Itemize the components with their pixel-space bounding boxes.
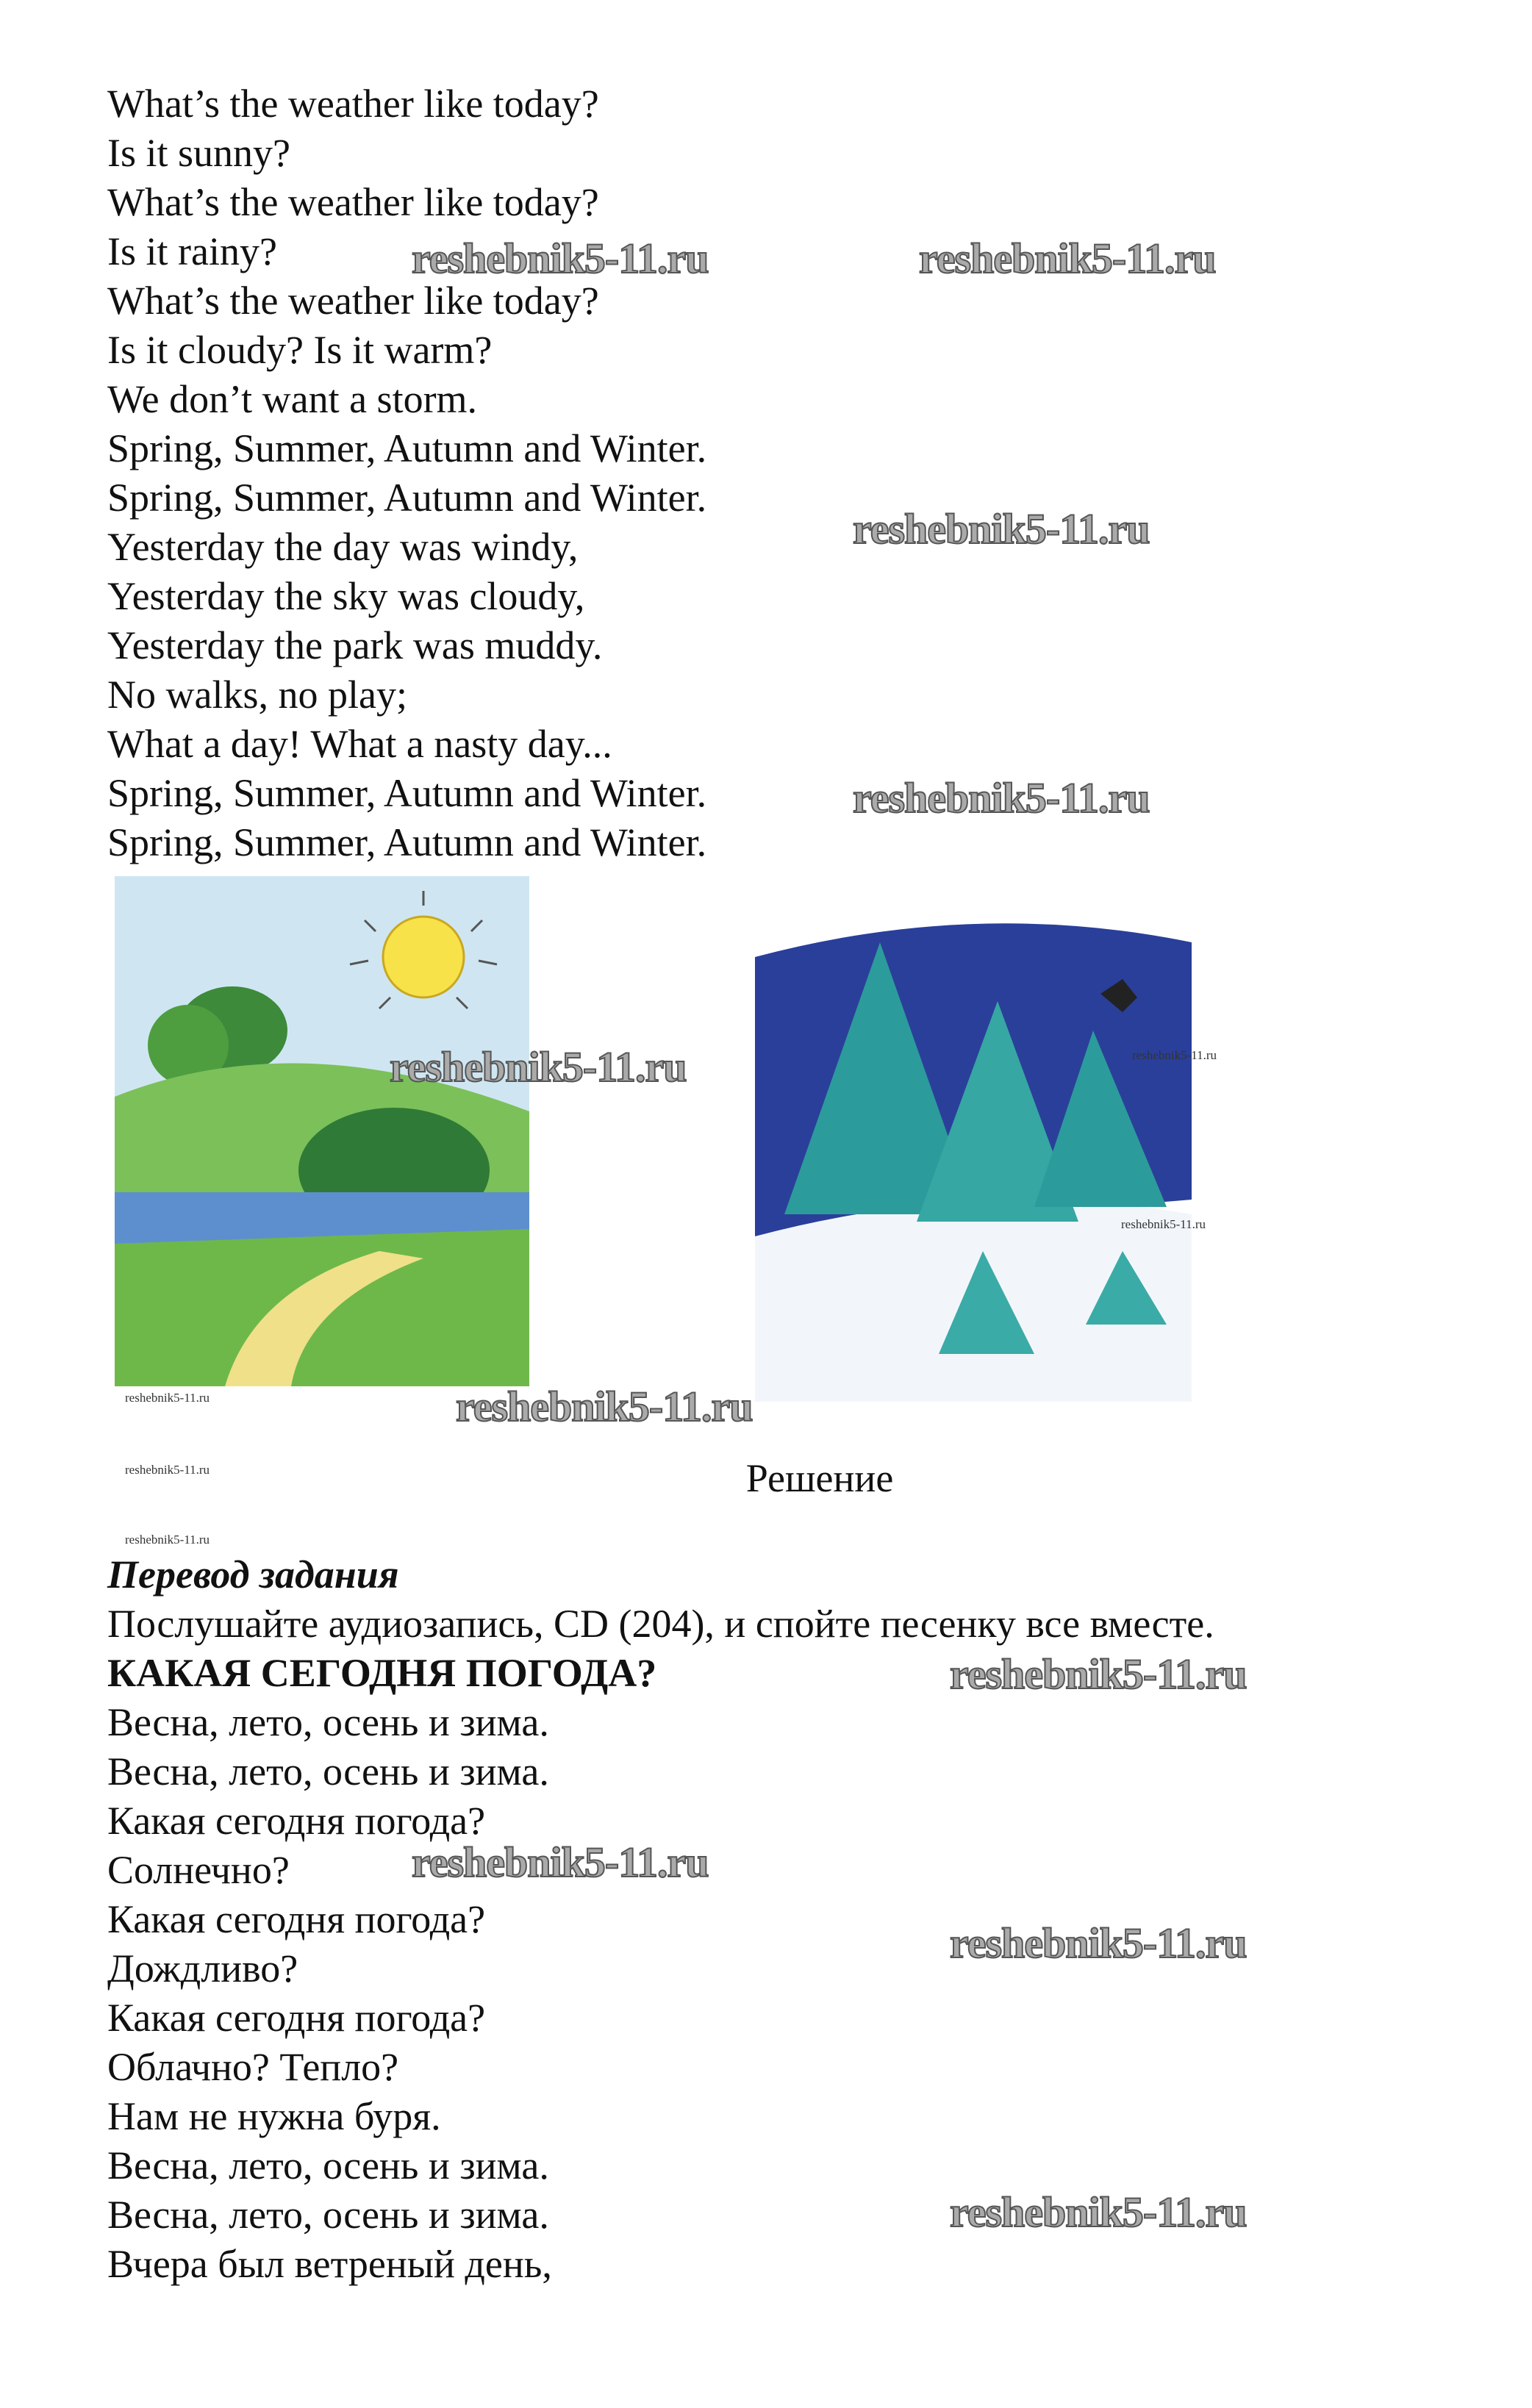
song-line: We don’t want a storm. bbox=[107, 377, 478, 421]
winter-illustration bbox=[755, 869, 1192, 1402]
watermark-small: reshebnik5-11.ru bbox=[125, 1463, 210, 1477]
song-line-ru: Весна, лето, осень и зима. bbox=[107, 1749, 549, 1794]
watermark: reshebnik5-11.ru bbox=[950, 1650, 1247, 1698]
song-line: What a day! What a nasty day... bbox=[107, 722, 612, 766]
watermark: reshebnik5-11.ru bbox=[412, 234, 709, 282]
watermark: reshebnik5-11.ru bbox=[853, 774, 1150, 822]
song-line-ru: Солнечно? bbox=[107, 1848, 290, 1892]
song-line: Yesterday the day was windy, bbox=[107, 525, 579, 569]
watermark: reshebnik5-11.ru bbox=[919, 234, 1216, 282]
watermark: reshebnik5-11.ru bbox=[412, 1838, 709, 1886]
song-line: No walks, no play; bbox=[107, 673, 407, 717]
song-line-ru: Весна, лето, осень и зима. bbox=[107, 1700, 549, 1744]
song-line: Is it sunny? bbox=[107, 131, 290, 175]
song-line: Is it rainy? bbox=[107, 229, 277, 273]
song-line-ru: Какая сегодня погода? bbox=[107, 1996, 486, 2040]
watermark: reshebnik5-11.ru bbox=[950, 2188, 1247, 2236]
song-line: Spring, Summer, Autumn and Winter. bbox=[107, 771, 707, 815]
summer-illustration bbox=[115, 876, 529, 1386]
translation-heading: Перевод задания bbox=[107, 1552, 399, 1597]
watermark: reshebnik5-11.ru bbox=[456, 1383, 753, 1430]
song-line-ru: Вчера был ветреный день, bbox=[107, 2242, 552, 2286]
solution-heading: Решение bbox=[745, 1456, 894, 1500]
translation-instruction: Послушайте аудиозапись, CD (204), и спойте песенку все вместе. bbox=[107, 1602, 1214, 1646]
song-line: Spring, Summer, Autumn and Winter. bbox=[107, 820, 707, 864]
song-line-ru: Дождливо? bbox=[107, 1946, 298, 1990]
song-line-ru: Какая сегодня погода? bbox=[107, 1799, 486, 1843]
song-title-ru: КАКАЯ СЕГОДНЯ ПОГОДА? bbox=[107, 1651, 657, 1695]
song-line: What’s the weather like today? bbox=[107, 180, 599, 224]
song-line-ru: Нам не нужна буря. bbox=[107, 2094, 441, 2138]
song-line: What’s the weather like today? bbox=[107, 82, 599, 126]
watermark: reshebnik5-11.ru bbox=[390, 1043, 687, 1091]
song-line: What’s the weather like today? bbox=[107, 279, 599, 323]
watermark-small: reshebnik5-11.ru bbox=[125, 1533, 210, 1547]
watermark: reshebnik5-11.ru bbox=[950, 1919, 1247, 1967]
song-line-ru: Весна, лето, осень и зима. bbox=[107, 2193, 549, 2237]
song-line: Yesterday the sky was cloudy, bbox=[107, 574, 585, 618]
song-line-ru: Облачно? Тепло? bbox=[107, 2045, 399, 2089]
song-line: Spring, Summer, Autumn and Winter. bbox=[107, 426, 707, 470]
watermark-small: reshebnik5-11.ru bbox=[125, 1391, 210, 1405]
song-line: Spring, Summer, Autumn and Winter. bbox=[107, 476, 707, 520]
watermark: reshebnik5-11.ru bbox=[853, 505, 1150, 553]
watermark-small: reshebnik5-11.ru bbox=[1132, 1048, 1217, 1062]
song-line-ru: Весна, лето, осень и зима. bbox=[107, 2143, 549, 2187]
watermark-small: reshebnik5-11.ru bbox=[1121, 1217, 1206, 1231]
song-english bbox=[107, 79, 706, 867]
song-line: Yesterday the park was muddy. bbox=[107, 623, 603, 667]
song-line-ru: Какая сегодня погода? bbox=[107, 1897, 486, 1941]
song-line: Is it cloudy? Is it warm? bbox=[107, 328, 493, 372]
